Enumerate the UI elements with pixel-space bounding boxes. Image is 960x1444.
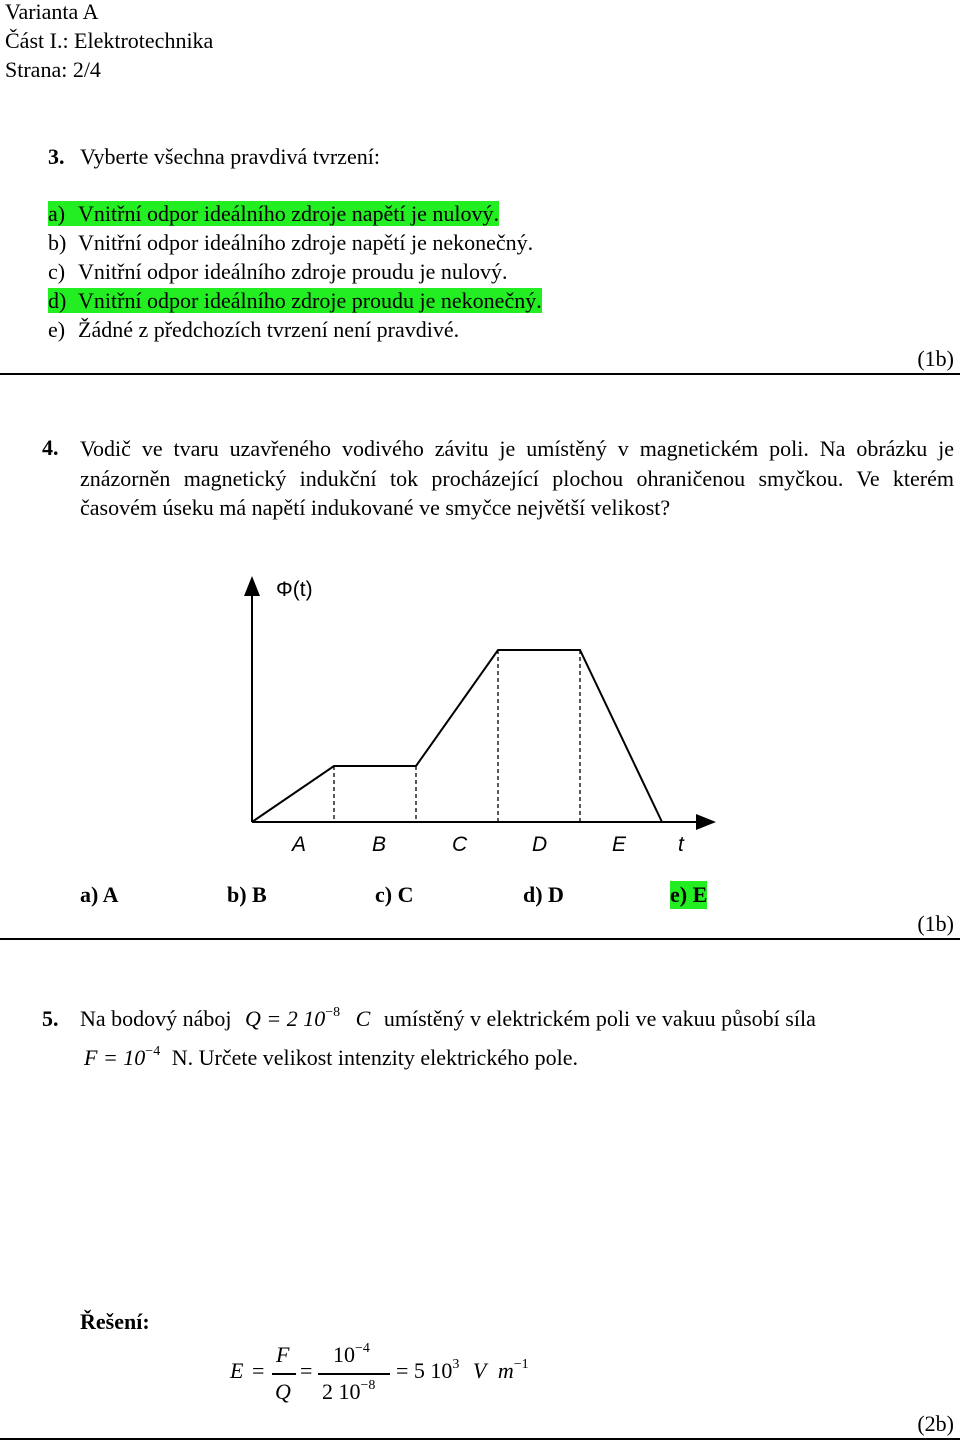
q3-option-letter: e) [48, 317, 66, 342]
divider-q4 [0, 938, 960, 940]
q3-option-text: Vnitřní odpor ideálního zdroje napětí je nekonečný. [78, 230, 534, 255]
solution-fraction-line-2 [318, 1373, 390, 1375]
solution-Q: Q [275, 1379, 291, 1404]
q4-text: Vodič ve tvaru uzavřeného vodivého závitu je umístěný v magnetickém poli. Na obrázku je znázorněn magnetický indukční tok procházející plochou ohraničenou smyčkou. Ve kterém časovém úseku má napětí indukované ve smyčce největší velikost? [80, 436, 954, 520]
q4-answer-b: b) B [227, 882, 267, 907]
flux-axis-label: Φ(t) [276, 578, 313, 601]
q3-options [48, 200, 542, 345]
q3-option-b [48, 229, 542, 258]
q5-text-part1: Na bodový náboj [80, 1006, 232, 1031]
solution-denominator: 2 $10^{-8}$ [322, 1378, 376, 1404]
q5-line2 [84, 1044, 578, 1072]
x-label-B: B [372, 833, 387, 856]
flux-curve [252, 650, 662, 822]
q5-text-part2: umístěný v elektrickém poli ve vakuu působí síla [383, 1006, 816, 1031]
solution-F: F [276, 1342, 290, 1367]
flux-graph [230, 570, 730, 860]
solution-fraction-line-1 [272, 1373, 296, 1375]
x-label-A: A [292, 833, 307, 856]
q3-option-letter: d) [48, 288, 67, 313]
solution-heading: Řešení: [80, 1309, 150, 1334]
x-label-t: t [678, 833, 684, 856]
x-label-D: D [532, 833, 548, 856]
q3-option-letter: c) [48, 259, 66, 284]
solution-E: E [230, 1358, 244, 1383]
q4-answer-d: d) D [523, 882, 564, 907]
q4-answer-c: c) C [375, 882, 414, 907]
q3-option-c [48, 258, 542, 287]
q3-number: 3. [48, 144, 65, 169]
divider-q3 [0, 373, 960, 375]
q5-charge-unit: C [355, 1006, 371, 1031]
q5-force-unit: N [171, 1045, 188, 1070]
q3-option-letter: b) [48, 230, 67, 255]
q3-option-d [48, 287, 542, 316]
q3-option-text: Vnitřní odpor ideálního zdroje proudu je nekonečný. [78, 288, 542, 313]
q4-points: (1b) [917, 911, 954, 936]
q3-option-text: Žádné z předchozích tvrzení není pravdivé. [78, 317, 460, 342]
q3-option-a [48, 200, 542, 229]
q3-option-text: Vnitřní odpor ideálního zdroje proudu je nulový. [78, 259, 508, 284]
q5-force-expr: $F = 10^{-4}$ [84, 1044, 161, 1070]
x-label-C: C [452, 833, 468, 856]
q3-option-e [48, 316, 542, 345]
q3-option-text: Vnitřní odpor ideálního zdroje napětí je nulový. [78, 201, 499, 226]
q4-answer-a: a) A [80, 882, 119, 907]
divider-solution [0, 1438, 960, 1440]
q3-points: (1b) [917, 346, 954, 371]
q4-answer-e: e) E [670, 882, 708, 907]
solution-eq1: = [252, 1358, 265, 1383]
header-page: Strana: 2/4 [5, 57, 101, 82]
q3-option-letter: a) [48, 201, 66, 226]
solution-numerator: $10^{-4}$ [333, 1341, 370, 1367]
q5-line1 [80, 1005, 816, 1033]
solution-points: (2b) [917, 1411, 954, 1436]
q5-text-part3: . Určete velikost intenzity elektrického pole. [187, 1045, 578, 1070]
solution-eq2: = [300, 1358, 313, 1383]
solution-result: = 5 $10^3$ V $m^{-1}$ [396, 1357, 529, 1383]
header-variant: Varianta A [5, 0, 99, 24]
q3-prompt: Vyberte všechna pravdivá tvrzení: [80, 144, 380, 169]
x-label-E: E [612, 833, 627, 856]
q4-number: 4. [42, 435, 59, 460]
q5-number: 5. [42, 1006, 59, 1031]
q5-charge-expr: Q = 2 $10^{-8}$ [245, 1005, 341, 1031]
header-section: Část I.: Elektrotechnika [5, 28, 214, 53]
